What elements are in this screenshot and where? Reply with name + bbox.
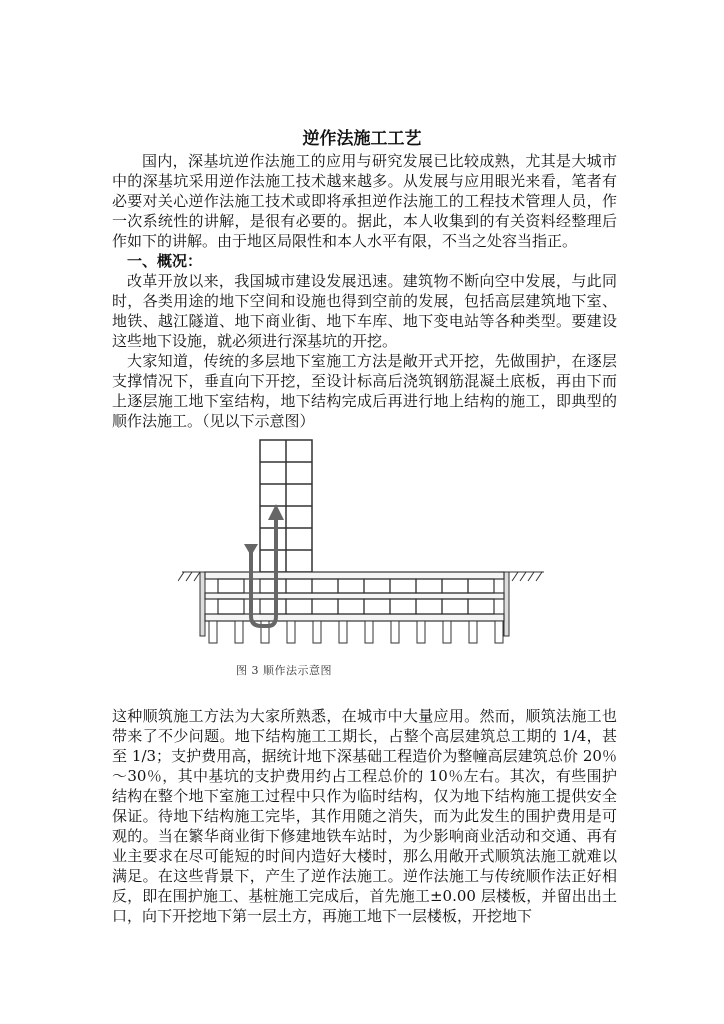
retaining-wall-right [504, 572, 509, 636]
paragraph-2: 大家知道，传统的多层地下室施工方法是敞开式开挖，先做围护，在逐层支撑情况下，垂直向下开挖，至设计标高后浇筑钢筋混凝土底板，再由下而上逐层施工地下室结构，地下结构完成后再进行地上结构的施工，即典型的顺作法施工。（见以下示意图） [112, 352, 617, 430]
section-heading: 一、概况： [127, 252, 203, 270]
text-block-upper [112, 151, 617, 431]
figure-caption: 图 3 顺作法示意图 [236, 664, 332, 677]
paragraph-3: 这种顺筑施工方法为大家所熟悉，在城市中大量应用。然而，顺筑法施工也带来了不少问题。地下结构施工工期长，占整个高层建筑总工期的 1/4，甚至 1/3；支护费用高，据统计地下深基础工程造价为整幢高层建筑总价 20％～30％，其中基坑的支护费用约占工程总价的 10％左右。其次，有些围护结构在整个地下室施工过程中只作为临时结构，仅为地下结构施工提供安全保证。待地下结构施工完毕，其作用随之消失，而为此发生的围护费用是可观的。当在繁华商业街下修建地铁车站时，为少影响商业活动和交通、再有业主要求在尽可能短的时间内造好大楼时，那么用敞开式顺筑法施工就难以满足。在这些背景下，产生了逆作法施工。逆作法施工与传统顺作法正好相反，即在围护施工、基桩施工完成后，首先施工±0.00 层楼板，并留出出土口，向下开挖地下第一层土方，再施工地下一层楼板，开挖地下 [112, 707, 617, 925]
superstructure [260, 440, 312, 572]
arrow-head-down [244, 544, 258, 556]
construction-diagram [178, 438, 548, 653]
intro-paragraph: 国内，深基坑逆作法施工的应用与研究发展已比较成熟，尤其是大城市中的深基坑采用逆作法施工技术越来越多。从发展与应用眼光来看，笔者有必要对关心逆作法施工技术或即将承担逆作法施工的工程技术管理人员，作一次系统性的讲解，是很有必要的。据此，本人收集到的有关资料经整理后作如下的讲解。由于地区局限性和本人水平有限，不当之处容当指正。 [112, 152, 617, 250]
retaining-wall-left [200, 572, 205, 636]
document-title: 逆作法施工工艺 [302, 129, 422, 149]
paragraph-1: 改革开放以来，我国城市建设发展迅速。建筑物不断向空中发展，与此同时，各类用途的地下空间和设施也得到空前的发展，包括高层建筑地下室、地铁、越江隧道、地下商业街、地下车库、地下变电站等各种类型。要建设这些地下设施，就必须进行深基坑的开挖。 [112, 272, 617, 350]
text-block-lower [112, 706, 617, 926]
